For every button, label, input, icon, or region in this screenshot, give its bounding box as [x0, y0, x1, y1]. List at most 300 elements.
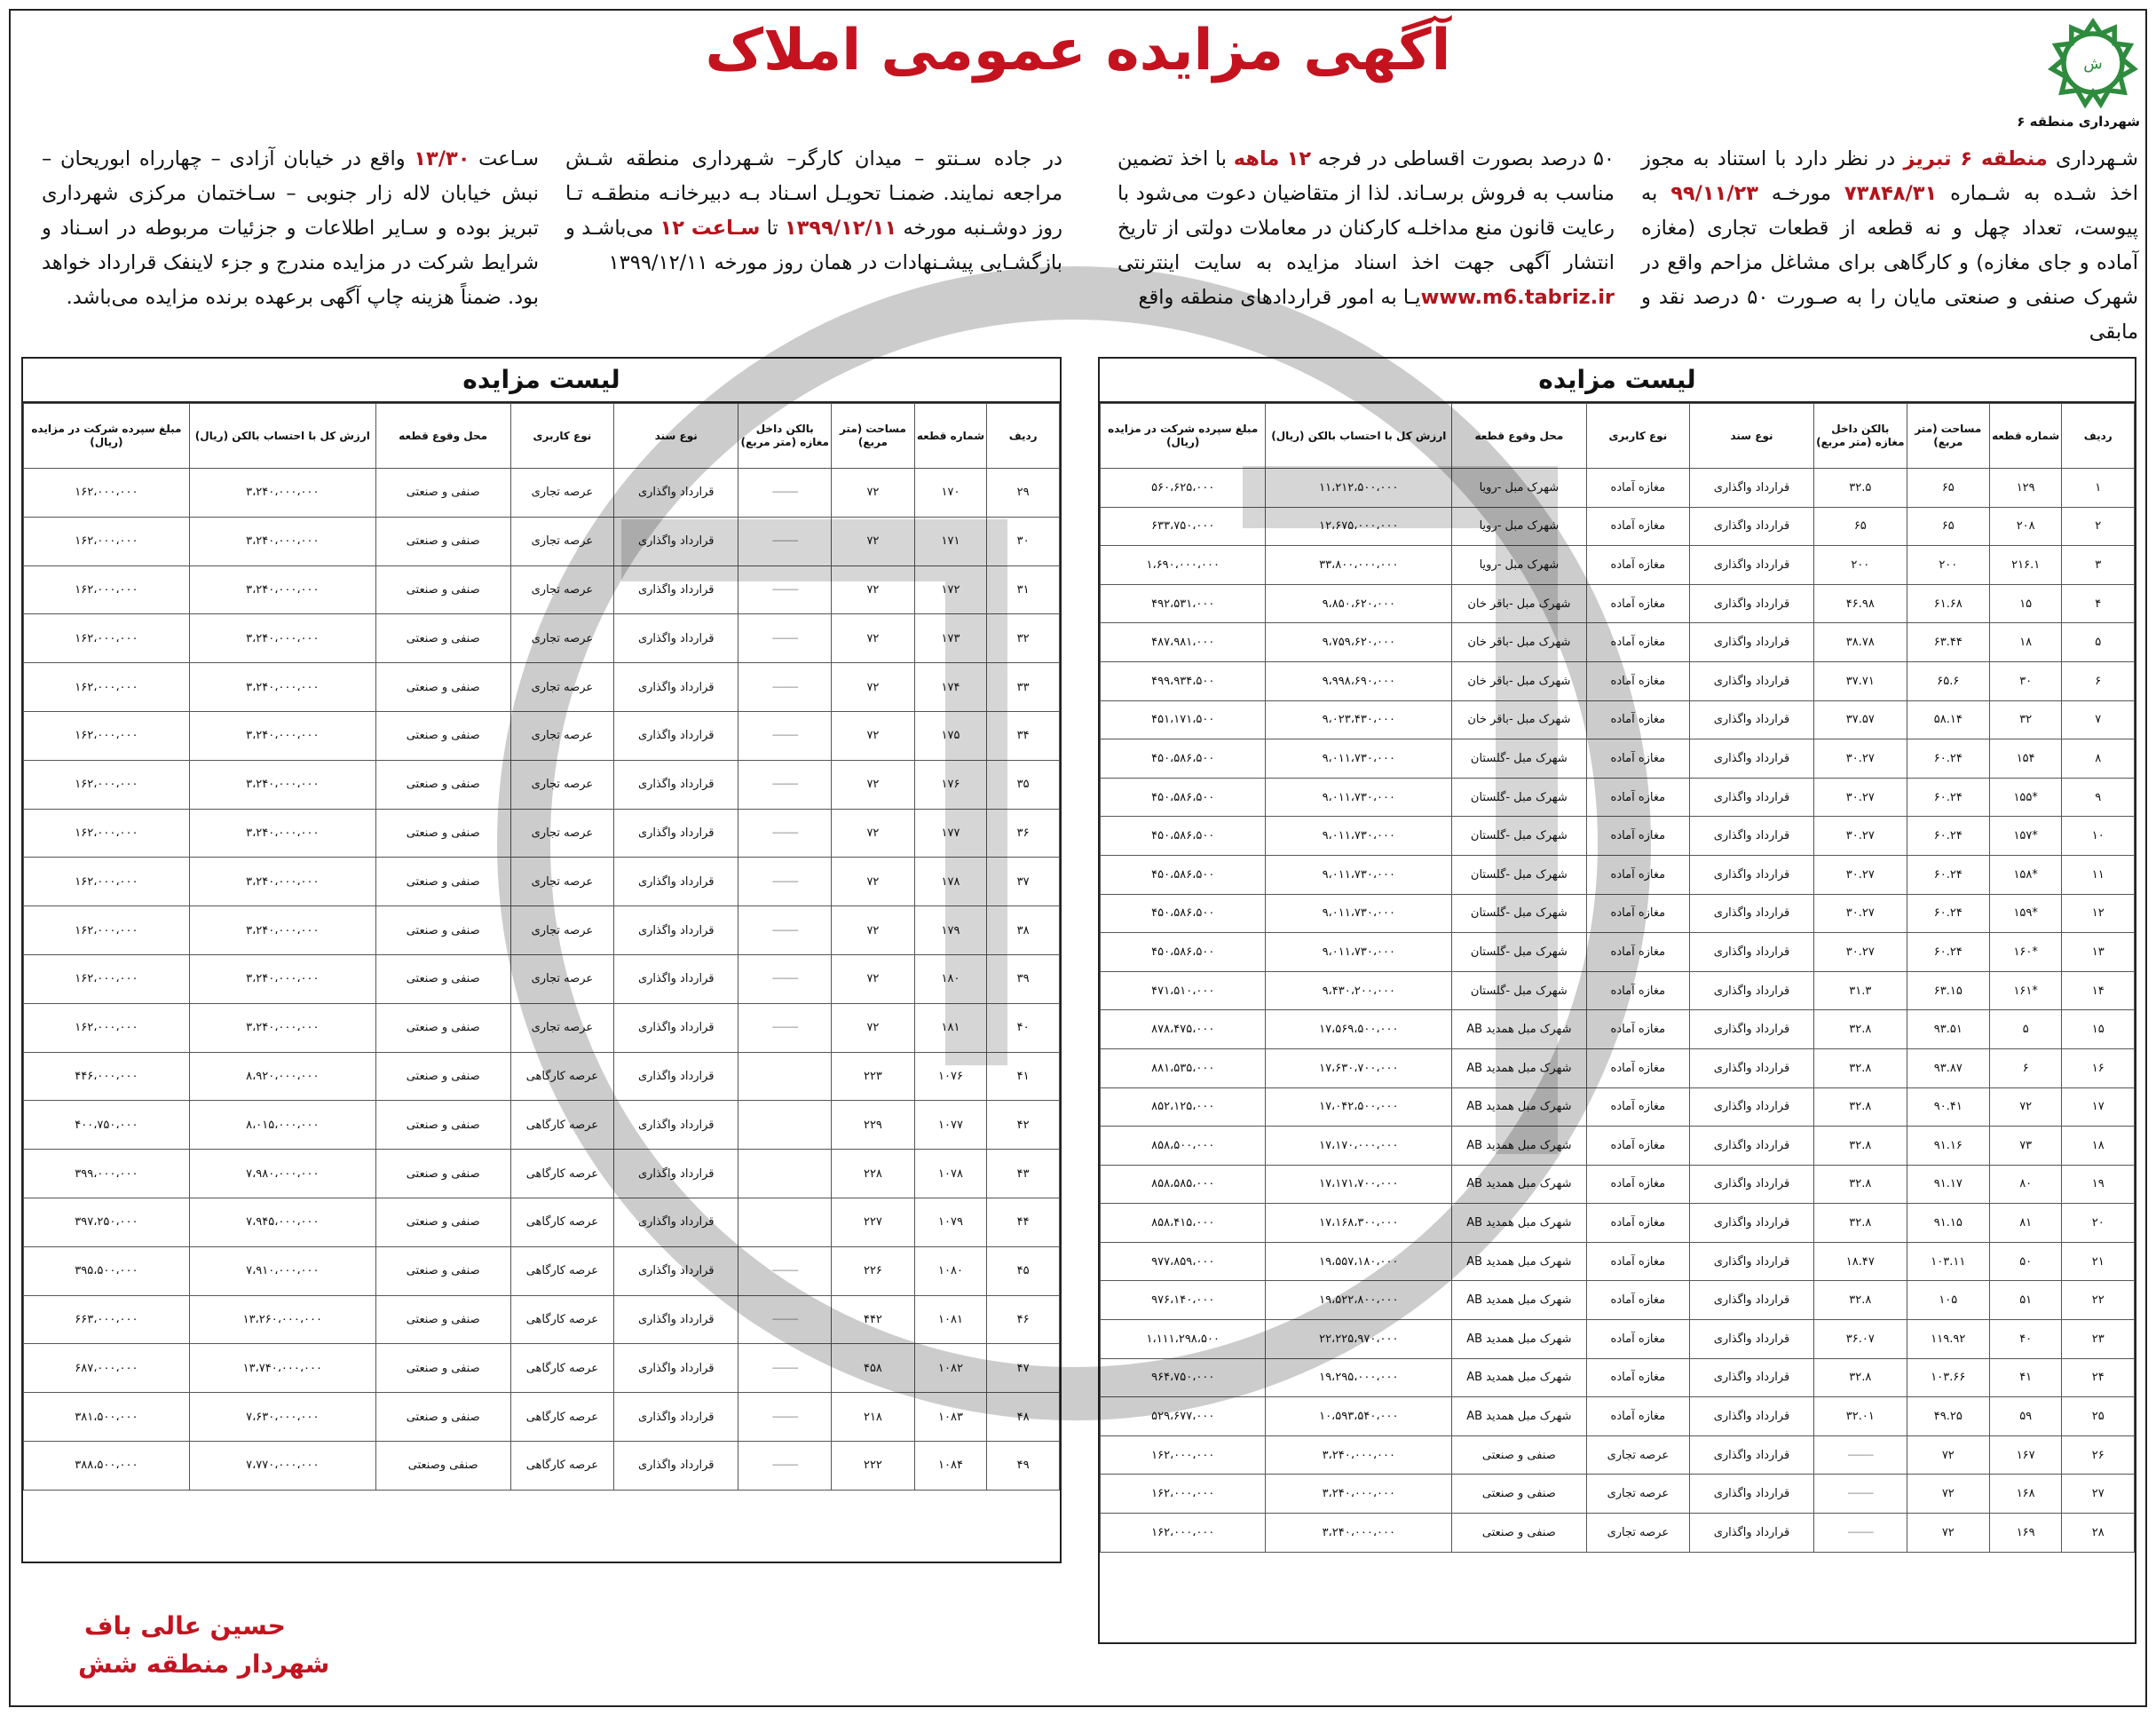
table-cell: ۴۶.۹۸: [1813, 584, 1907, 623]
table-cell: عرصه تجاری: [510, 469, 614, 518]
table-cell: ۴۰: [1989, 1320, 2062, 1359]
signature-role: شهردار منطقه شش: [78, 1649, 330, 1679]
table-row: [24, 1393, 1060, 1442]
table-cell: -----------: [738, 469, 832, 518]
column-header: بالکن داخل مغازه (متر مربع): [738, 404, 832, 469]
table-cell: مغازه آماده: [1586, 971, 1690, 1010]
table-cell: ۲۵: [2062, 1397, 2135, 1436]
table-header-row: [24, 404, 1060, 469]
table-cell: قرارداد واگذاری: [1690, 855, 1814, 894]
table-cell: صنفی و صنعتی: [375, 1101, 510, 1150]
table-cell: ۲۲: [2062, 1281, 2135, 1320]
table-cell: ۶۸۷،۰۰۰،۰۰۰: [24, 1344, 190, 1393]
table-cell: ۴۹۲،۵۳۱،۰۰۰: [1101, 584, 1266, 623]
intro-paragraph-2: ۵۰ درصد بصورت اقساطی در فرجه ۱۲ ماهه با اخذ تضمین مناسب به فروش برسـاند. لذا از متقاضیان دعوت می‌شود با رعایت قانون منع مداخلـه کارکنان در معاملات دولتی از تاریخ انتشار آگهی جهت اخذ اسناد مزایده به سایت اینترنتی www.m6.tabriz.irیـا به امور قراردادهای منطقه واقع: [1117, 147, 1615, 309]
table-row: [1101, 546, 2135, 585]
table-cell: ۱۶۲،۰۰۰،۰۰۰: [24, 469, 190, 518]
table-cell: قرارداد واگذاری: [1690, 1281, 1814, 1320]
table-cell: -----------: [738, 760, 832, 809]
table-row: [24, 760, 1060, 809]
table-cell: شهرک مبل همدید AB: [1452, 1087, 1586, 1127]
table-cell: ۲۲۳: [832, 1052, 914, 1101]
table-cell: شهرک مبل -گلستان: [1452, 855, 1586, 894]
table-cell: ۲۱۸: [832, 1393, 914, 1442]
table-row: [24, 1052, 1060, 1101]
table-cell: [738, 1101, 832, 1150]
table-cell: ۱۷۹: [914, 906, 987, 955]
column-header: مساحت (متر مربع): [1907, 404, 1989, 469]
table-cell: شهرک مبل همدید AB: [1452, 1048, 1586, 1087]
table-cell: -----------: [738, 858, 832, 906]
auction-list-table: [1100, 403, 2135, 1553]
table-cell: ۷۲: [832, 614, 914, 663]
table-cell: ۱۱: [2062, 855, 2135, 894]
table-cell: ۳،۲۴۰،۰۰۰،۰۰۰: [189, 565, 375, 614]
table-cell: قرارداد واگذاری: [614, 517, 738, 565]
table-cell: مغازه آماده: [1586, 661, 1690, 700]
table-cell: شهرک مبل -گلستان: [1452, 894, 1586, 933]
table-cell: ۳۹۹،۰۰۰،۰۰۰: [24, 1150, 190, 1198]
table-cell: ۳۰: [987, 517, 1060, 565]
table-cell: ۷۲: [832, 1003, 914, 1052]
table-cell: ۳۶: [987, 809, 1060, 858]
table-cell: عرصه تجاری: [510, 906, 614, 955]
table-cell: قرارداد واگذاری: [1690, 546, 1814, 585]
table-cell: ۱۰۷۹: [914, 1198, 987, 1246]
table-cell: ۱۰۸۲: [914, 1344, 987, 1393]
table-cell: [738, 1198, 832, 1246]
table-cell: ۳،۲۴۰،۰۰۰،۰۰۰: [189, 469, 375, 518]
table-cell: ۳۲.۸: [1813, 1281, 1907, 1320]
table-cell: ۳۸۱،۵۰۰،۰۰۰: [24, 1393, 190, 1442]
table-cell: ۲۳: [2062, 1320, 2135, 1359]
table-cell: شهرک مبل -گلستان: [1452, 971, 1586, 1010]
table-cell: ۱۸: [2062, 1127, 2135, 1166]
table-cell: ۷۲: [1907, 1475, 1989, 1514]
table-cell: ۱۸۰: [914, 954, 987, 1003]
table-cell: ۸۸۱،۵۳۵،۰۰۰: [1101, 1048, 1266, 1087]
table-row: [24, 1441, 1060, 1490]
table-cell: ۱۰۸۰: [914, 1246, 987, 1295]
table-cell: قرارداد واگذاری: [1690, 1087, 1814, 1127]
table-cell: ۶۵: [1813, 507, 1907, 546]
table-cell: صنفی و صنعتی: [375, 858, 510, 906]
table-cell: شهرک مبل همدید AB: [1452, 1010, 1586, 1049]
table-cell: قرارداد واگذاری: [1690, 584, 1814, 623]
table-cell: قرارداد واگذاری: [1690, 1397, 1814, 1436]
intro-paragraph-3: در جاده سـنتو – میدان کارگر– شـهرداری منطقه شـش مراجعه نمایند. ضمنـا تحویـل اسـناد بـه دبیرخانـه منطقـه تـا روز دوشـنبه مورخه ۱۳۹۹/۱۲/۱۱ تا سـاعت ۱۲ می‌باشـد و بازگشـایی پیشـنهادات در همان روز مورخه ۱۳۹۹/۱۲/۱۱: [565, 147, 1062, 274]
table-cell: قرارداد واگذاری: [1690, 469, 1814, 508]
table-cell: ۱۷،۵۶۹،۵۰۰،۰۰۰: [1266, 1010, 1452, 1049]
table-cell: -----------: [738, 1003, 832, 1052]
table-cell: ۹۱.۱۷: [1907, 1165, 1989, 1204]
column-header: نوع کاربری: [510, 404, 614, 469]
table-cell: ۱۴: [2062, 971, 2135, 1010]
table-cell: ۹۳.۸۷: [1907, 1048, 1989, 1087]
table-cell: قرارداد واگذاری: [1690, 1127, 1814, 1166]
table-cell: مغازه آماده: [1586, 507, 1690, 546]
table-cell: قرارداد واگذاری: [614, 1150, 738, 1198]
table-cell: ۹،۰۱۱،۷۳۰،۰۰۰: [1266, 855, 1452, 894]
table-cell: ۸۵۸،۴۱۵،۰۰۰: [1101, 1204, 1266, 1243]
table-cell: ۴۴: [987, 1198, 1060, 1246]
column-header: بالکن داخل مغازه (متر مربع): [1813, 404, 1907, 469]
table-cell: ۴۵: [987, 1246, 1060, 1295]
table-cell: قرارداد واگذاری: [1690, 817, 1814, 856]
table-cell: ۳۰: [1989, 661, 2062, 700]
table-row: [1101, 1320, 2135, 1359]
table-cell: ۹،۰۱۱،۷۳۰،۰۰۰: [1266, 894, 1452, 933]
table-cell: ۸۷۸،۴۷۵،۰۰۰: [1101, 1010, 1266, 1049]
table-cell: ۷۲: [832, 517, 914, 565]
column-header: مبلغ سپرده شرکت در مزایده (ریال): [24, 404, 190, 469]
table-cell: *۱۶۰: [1989, 933, 2062, 972]
table-cell: ۹: [2062, 778, 2135, 817]
table-cell: ۳۰.۲۷: [1813, 933, 1907, 972]
table-cell: ۷،۹۸۰،۰۰۰،۰۰۰: [189, 1150, 375, 1198]
table-cell: ۱۶۲،۰۰۰،۰۰۰: [24, 954, 190, 1003]
table-row: [24, 954, 1060, 1003]
table-cell: ۴۰: [987, 1003, 1060, 1052]
table-cell: مغازه آماده: [1586, 469, 1690, 508]
table-cell: ۱۰۷۶: [914, 1052, 987, 1101]
table-cell: مغازه آماده: [1586, 739, 1690, 779]
table-cell: ۳۰.۲۷: [1813, 778, 1907, 817]
table-cell: ۵۶۰،۶۲۵،۰۰۰: [1101, 469, 1266, 508]
table-cell: عرصه تجاری: [510, 858, 614, 906]
table-cell: ۳،۲۴۰،۰۰۰،۰۰۰: [189, 760, 375, 809]
table-cell: ۵۹: [1989, 1397, 2062, 1436]
table-cell: -----------: [738, 1393, 832, 1442]
table-cell: قرارداد واگذاری: [614, 565, 738, 614]
table-cell: ۳۱: [987, 565, 1060, 614]
table-cell: -----------: [738, 663, 832, 712]
table-cell: ۶۳.۴۴: [1907, 623, 1989, 662]
table-cell: [738, 1052, 832, 1101]
table-cell: ۹۳.۵۱: [1907, 1010, 1989, 1049]
table-cell: ۸: [2062, 739, 2135, 779]
table-cell: مغازه آماده: [1586, 894, 1690, 933]
page-title: آگهی مزایده عمومی املاک: [705, 18, 1451, 83]
table-cell: قرارداد واگذاری: [1690, 894, 1814, 933]
table-row: [1101, 1010, 2135, 1049]
table-cell: قرارداد واگذاری: [1690, 1165, 1814, 1204]
table-cell: ۱۷۰: [914, 469, 987, 518]
table-row: [24, 1150, 1060, 1198]
table-cell: ۱۷۵: [914, 711, 987, 760]
table-cell: ۴۵۰،۵۸۶،۵۰۰: [1101, 894, 1266, 933]
table-cell: ۴۳: [987, 1150, 1060, 1198]
table-cell: ۴۵۸: [832, 1344, 914, 1393]
table-cell: ۸۵۸،۵۸۵،۰۰۰: [1101, 1165, 1266, 1204]
table-cell: ۳،۲۴۰،۰۰۰،۰۰۰: [189, 663, 375, 712]
table-cell: ۱۳،۲۶۰،۰۰۰،۰۰۰: [189, 1295, 375, 1344]
table-cell: ۳،۲۴۰،۰۰۰،۰۰۰: [189, 809, 375, 858]
column-header: محل وقوع قطعه: [375, 404, 510, 469]
table-row: [1101, 1048, 2135, 1087]
table-cell: ۲۲۹: [832, 1101, 914, 1150]
table-cell: شهرک مبل همدید AB: [1452, 1397, 1586, 1436]
table-cell: ۱۶۷: [1989, 1435, 2062, 1475]
table-row: [24, 663, 1060, 712]
table-cell: ۹۷۶،۱۴۰،۰۰۰: [1101, 1281, 1266, 1320]
table-cell: ۱۰۸۳: [914, 1393, 987, 1442]
table-cell: ۳۲.۰۱: [1813, 1397, 1907, 1436]
table-cell: ۵۰: [1989, 1242, 2062, 1281]
table-cell: ۳۸: [987, 906, 1060, 955]
table-cell: ۲۲۲: [832, 1441, 914, 1490]
table-cell: ۳۷: [987, 858, 1060, 906]
table-cell: ۱۳: [2062, 933, 2135, 972]
table-cell: عرصه کارگاهی: [510, 1198, 614, 1246]
table-cell: ۵۸.۱۴: [1907, 700, 1989, 739]
table-cell: ۷۲: [1907, 1435, 1989, 1475]
table-cell: -----------: [738, 906, 832, 955]
table-cell: ۸۰: [1989, 1165, 2062, 1204]
table-cell: ۸،۹۲۰،۰۰۰،۰۰۰: [189, 1052, 375, 1101]
table-cell: ۴۵۰،۵۸۶،۵۰۰: [1101, 855, 1266, 894]
column-header: نوع سند: [614, 404, 738, 469]
table-cell: مغازه آماده: [1586, 1048, 1690, 1087]
table-cell: ۱۱۹.۹۲: [1907, 1320, 1989, 1359]
table-cell: ۳۷.۵۷: [1813, 700, 1907, 739]
table-cell: ۳۲: [1989, 700, 2062, 739]
table-cell: *۱۵۵: [1989, 778, 2062, 817]
table-cell: ۲۲۷: [832, 1198, 914, 1246]
table-cell: صنفی و صنعتی: [375, 760, 510, 809]
table-cell: ۴۱: [1989, 1358, 2062, 1397]
signature-name: حسین عالی باف: [84, 1611, 286, 1641]
table-cell: ۱۰،۵۹۳،۵۴۰،۰۰۰: [1266, 1397, 1452, 1436]
table-cell: مغازه آماده: [1586, 1397, 1690, 1436]
table-row: [24, 1101, 1060, 1150]
table-cell: ۳۰.۲۷: [1813, 739, 1907, 779]
table-cell: ۹،۹۹۸،۶۹۰،۰۰۰: [1266, 661, 1452, 700]
table-row: [1101, 894, 2135, 933]
table-cell: ۹،۸۵۰،۶۲۰،۰۰۰: [1266, 584, 1452, 623]
table-cell: ۲۸: [2062, 1514, 2135, 1553]
table-cell: قرارداد واگذاری: [614, 1246, 738, 1295]
table-cell: ۹۰.۴۱: [1907, 1087, 1989, 1127]
table-cell: -----------: [738, 954, 832, 1003]
table-cell: ۳۲.۸: [1813, 1358, 1907, 1397]
table-cell: قرارداد واگذاری: [1690, 623, 1814, 662]
table-row: [24, 1295, 1060, 1344]
table-cell: شهرک مبل -گلستان: [1452, 739, 1586, 779]
table-cell: مغازه آماده: [1586, 623, 1690, 662]
table-cell: ۴۵۱،۱۷۱،۵۰۰: [1101, 700, 1266, 739]
table-cell: ۹،۰۱۱،۷۳۰،۰۰۰: [1266, 817, 1452, 856]
table-cell: شهرک مبل همدید AB: [1452, 1165, 1586, 1204]
table-cell: ۹،۴۳۰،۲۰۰،۰۰۰: [1266, 971, 1452, 1010]
table-cell: مغازه آماده: [1586, 778, 1690, 817]
table-cell: ۷،۶۳۰،۰۰۰،۰۰۰: [189, 1393, 375, 1442]
table-cell: قرارداد واگذاری: [614, 906, 738, 955]
table-cell: ۶۰.۲۴: [1907, 855, 1989, 894]
table-cell: قرارداد واگذاری: [614, 809, 738, 858]
table-cell: ۳۲.۵: [1813, 469, 1907, 508]
table-cell: ۱۷۴: [914, 663, 987, 712]
table-row: [1101, 1204, 2135, 1243]
table-cell: قرارداد واگذاری: [1690, 700, 1814, 739]
table-cell: ۳۹۷،۲۵۰،۰۰۰: [24, 1198, 190, 1246]
table-row: [1101, 817, 2135, 856]
table-row: [24, 1003, 1060, 1052]
table-cell: ۴۴۲: [832, 1295, 914, 1344]
table-cell: [738, 1150, 832, 1198]
table-cell: قرارداد واگذاری: [1690, 778, 1814, 817]
table-cell: شهرک مبل همدید AB: [1452, 1358, 1586, 1397]
table-cell: ۲۹: [987, 469, 1060, 518]
table-cell: ۳۶.۰۷: [1813, 1320, 1907, 1359]
table-row: [1101, 584, 2135, 623]
table-cell: ۳،۲۴۰،۰۰۰،۰۰۰: [189, 906, 375, 955]
table-cell: ۱۶۲،۰۰۰،۰۰۰: [24, 663, 190, 712]
table-cell: ۶۵.۶: [1907, 661, 1989, 700]
table-cell: قرارداد واگذاری: [1690, 1514, 1814, 1553]
table-cell: ۷۲: [832, 906, 914, 955]
table-title: لیست مزایده: [1100, 359, 2135, 403]
logo-caption: شهرداری منطقه ۶: [2017, 114, 2140, 130]
table-cell: قرارداد واگذاری: [1690, 1475, 1814, 1514]
table-cell: شهرک مبل -رویا: [1452, 546, 1586, 585]
table-cell: قرارداد واگذاری: [614, 858, 738, 906]
table-cell: ۱۶۹: [1989, 1514, 2062, 1553]
table-cell: ۴۱: [987, 1052, 1060, 1101]
table-cell: ۶۶۳،۰۰۰،۰۰۰: [24, 1295, 190, 1344]
table-cell: ۵: [2062, 623, 2135, 662]
table-cell: قرارداد واگذاری: [1690, 933, 1814, 972]
table-row: [24, 1344, 1060, 1393]
column-header: ارزش کل با احتساب بالکن (ریال): [1266, 404, 1452, 469]
table-cell: مغازه آماده: [1586, 817, 1690, 856]
table-cell: ۱،۶۹۰،۰۰۰،۰۰۰: [1101, 546, 1266, 585]
table-cell: ۱۳،۷۴۰،۰۰۰،۰۰۰: [189, 1344, 375, 1393]
table-cell: مغازه آماده: [1586, 1320, 1690, 1359]
table-cell: ۴: [2062, 584, 2135, 623]
table-cell: ۶: [1989, 1048, 2062, 1087]
table-cell: عرصه کارگاهی: [510, 1101, 614, 1150]
table-cell: ۴۵۰،۵۸۶،۵۰۰: [1101, 778, 1266, 817]
table-row: [1101, 933, 2135, 972]
table-row: [1101, 1281, 2135, 1320]
table-cell: قرارداد واگذاری: [614, 711, 738, 760]
table-row: [1101, 1358, 2135, 1397]
table-cell: عرصه کارگاهی: [510, 1150, 614, 1198]
table-cell: ۱۶۲،۰۰۰،۰۰۰: [1101, 1514, 1266, 1553]
table-cell: صنفی و صنعتی: [375, 954, 510, 1003]
table-row: [1101, 1514, 2135, 1553]
table-cell: شهرک مبل همدید AB: [1452, 1242, 1586, 1281]
intro-paragraph-1: شـهرداری منطقه ۶ تبریز در نظر دارد با استناد به مجوز اخذ شـده به شـماره ۷۳۸۴۸/۳۱ مورخـه ۹۹/۱۱/۲۳ به پیوست، تعداد چهل و نه قطعه از قطعات تجاری (مغازه آماده و جای مغازه) و کارگاهی برای مشاغل مزاحم واقع در شهرک صنفی و صنعتی مایان را به صـورت ۵۰ درصد نقد و مابقی: [1641, 147, 2139, 344]
table-cell: ۴۸: [987, 1393, 1060, 1442]
table-cell: قرارداد واگذاری: [614, 1198, 738, 1246]
table-cell: شهرک مبل -رویا: [1452, 507, 1586, 546]
table-cell: صنفی و صنعتی: [1452, 1435, 1586, 1475]
table-cell: -----------: [738, 711, 832, 760]
table-cell: قرارداد واگذاری: [1690, 1435, 1814, 1475]
table-cell: ۶۱.۶۸: [1907, 584, 1989, 623]
table-cell: ۱۵۴: [1989, 739, 2062, 779]
table-cell: عرصه تجاری: [510, 809, 614, 858]
table-cell: ۷۲: [1989, 1087, 2062, 1127]
table-cell: ۲۷: [2062, 1475, 2135, 1514]
table-cell: ۶۳۳،۷۵۰،۰۰۰: [1101, 507, 1266, 546]
table-cell: ۱۷،۱۷۰،۰۰۰،۰۰۰: [1266, 1127, 1452, 1166]
table-cell: مغازه آماده: [1586, 700, 1690, 739]
table-cell: ۳،۲۴۰،۰۰۰،۰۰۰: [1266, 1514, 1452, 1553]
table-cell: ۱۲۹: [1989, 469, 2062, 508]
table-cell: ۲۶: [2062, 1435, 2135, 1475]
table-cell: قرارداد واگذاری: [614, 1295, 738, 1344]
table-cell: -----------: [738, 1441, 832, 1490]
table-cell: ۴۴۶،۰۰۰،۰۰۰: [24, 1052, 190, 1101]
table-cell: شهرک مبل -گلستان: [1452, 817, 1586, 856]
table-cell: ۹۱.۱۶: [1907, 1127, 1989, 1166]
table-cell: شهرک مبل -باقر خان: [1452, 623, 1586, 662]
table-cell: ۳۲.۸: [1813, 1165, 1907, 1204]
table-cell: ۶۰.۲۴: [1907, 817, 1989, 856]
table-cell: ۳۰.۲۷: [1813, 894, 1907, 933]
table-cell: -----------: [738, 1295, 832, 1344]
table-cell: ۳۲: [987, 614, 1060, 663]
table-cell: صنفی و صنعتی: [375, 565, 510, 614]
table-cell: ۷۲: [1907, 1514, 1989, 1553]
table-cell: ۲۲۶: [832, 1246, 914, 1295]
table-cell: ۱۶۲،۰۰۰،۰۰۰: [24, 906, 190, 955]
table-cell: ۳۲.۸: [1813, 1010, 1907, 1049]
table-cell: ۱۰۵: [1907, 1281, 1989, 1320]
table-cell: ۱۹،۵۵۷،۱۸۰،۰۰۰: [1266, 1242, 1452, 1281]
table-cell: ۳۲.۸: [1813, 1204, 1907, 1243]
table-cell: ۵۱: [1989, 1281, 2062, 1320]
table-cell: صنفی و صنعتی: [375, 1393, 510, 1442]
table-row: [1101, 1397, 2135, 1436]
table-cell: صنفی و صنعتی: [375, 517, 510, 565]
table-cell: -----------: [1813, 1475, 1907, 1514]
table-cell: ۹۱.۱۵: [1907, 1204, 1989, 1243]
table-cell: ۱۲: [2062, 894, 2135, 933]
table-cell: ۱۶۲،۰۰۰،۰۰۰: [24, 517, 190, 565]
table-cell: ۶۵: [1907, 469, 1989, 508]
column-header: نوع سند: [1690, 404, 1814, 469]
table-cell: ۶۰.۲۴: [1907, 778, 1989, 817]
table-cell: عرصه کارگاهی: [510, 1441, 614, 1490]
table-cell: ۳۳،۸۰۰،۰۰۰،۰۰۰: [1266, 546, 1452, 585]
table-row: [1101, 1242, 2135, 1281]
table-cell: ۳،۲۴۰،۰۰۰،۰۰۰: [189, 517, 375, 565]
auction-table-right: [1098, 357, 2136, 1644]
table-cell: ۳۸۸،۵۰۰،۰۰۰: [24, 1441, 190, 1490]
table-cell: شهرک مبل همدید AB: [1452, 1204, 1586, 1243]
table-cell: ۱۷،۱۷۱،۷۰۰،۰۰۰: [1266, 1165, 1452, 1204]
table-cell: ۱۸: [1989, 623, 2062, 662]
table-cell: -----------: [738, 565, 832, 614]
table-row: [1101, 1165, 2135, 1204]
table-cell: ۳،۲۴۰،۰۰۰،۰۰۰: [189, 614, 375, 663]
table-cell: ۱۶۲،۰۰۰،۰۰۰: [24, 614, 190, 663]
table-cell: ۲۲،۲۲۵،۹۷۰،۰۰۰: [1266, 1320, 1452, 1359]
column-header: مساحت (متر مربع): [832, 404, 914, 469]
table-cell: ۴۹.۲۵: [1907, 1397, 1989, 1436]
table-cell: ۱۷،۰۴۲،۵۰۰،۰۰۰: [1266, 1087, 1452, 1127]
table-cell: ۴۷۱،۵۱۰،۰۰۰: [1101, 971, 1266, 1010]
table-cell: *۱۵۹: [1989, 894, 2062, 933]
table-cell: *۱۵۷: [1989, 817, 2062, 856]
auction-table-left: [21, 357, 1062, 1563]
table-cell: ۱۵: [1989, 584, 2062, 623]
table-cell: ۲۰: [2062, 1204, 2135, 1243]
